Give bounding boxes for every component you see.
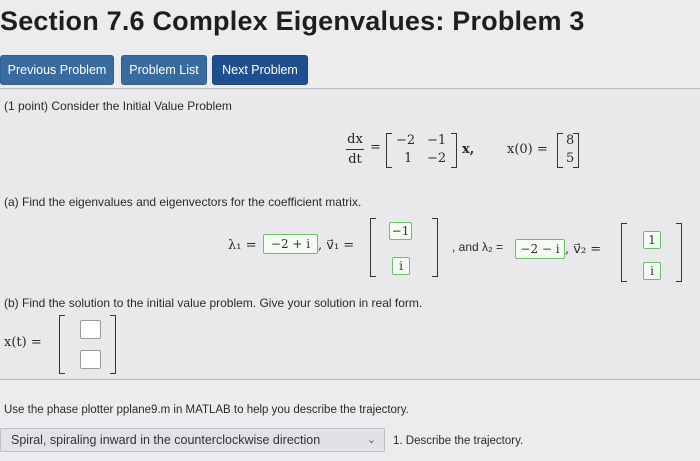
matrix-a22: −2 <box>427 151 447 166</box>
v1-input-2[interactable]: i <box>392 257 410 275</box>
v1-right-bracket <box>432 218 438 277</box>
trajectory-select[interactable] <box>0 428 385 452</box>
x0-value-2: 5 <box>566 151 575 166</box>
matrix-left-bracket <box>386 133 392 168</box>
dx-text: dx <box>347 132 363 147</box>
lambda2-input[interactable]: −2 − i <box>515 239 565 259</box>
lambda2-label: , and λ₂ = <box>452 240 504 254</box>
matrix-a12: −1 <box>427 133 447 148</box>
xt-input-2[interactable] <box>80 350 101 369</box>
xt-input-1[interactable] <box>80 320 101 339</box>
x0-left-bracket <box>557 133 563 168</box>
trajectory-question: 1. Describe the trajectory. <box>393 435 524 447</box>
x0-right-bracket <box>573 133 579 168</box>
x0-value-1: 8 <box>566 133 575 148</box>
equals-sign: = <box>370 140 381 155</box>
trajectory-instruction: Use the phase plotter pplane9.m in MATLAB to help you describe the trajectory. <box>4 404 409 416</box>
v2-label: , v⃗₂ = <box>565 242 602 257</box>
lambda1-input[interactable]: −2 + i <box>263 234 318 254</box>
problem-list-button[interactable]: Problem List <box>121 55 207 85</box>
chevron-down-icon: ⌄ <box>366 434 376 446</box>
v1-left-bracket <box>370 218 376 277</box>
lambda1-label: λ₁ = <box>228 238 257 253</box>
v2-input-1[interactable]: 1 <box>643 231 661 249</box>
part-a-prompt: (a) Find the eigenvalues and eigenvectors for the coefficient matrix. <box>4 195 362 209</box>
xt-left-bracket <box>59 315 65 374</box>
previous-problem-button[interactable]: Previous Problem <box>0 55 114 85</box>
v1-label: , v⃗₁ = <box>318 238 355 253</box>
initial-condition-label: x(0) = <box>507 142 548 157</box>
dt-text: dt <box>348 152 362 167</box>
part-b-prompt: (b) Find the solution to the initial value problem. Give your solution in real form. <box>4 296 423 310</box>
matrix-a11: −2 <box>396 133 416 148</box>
xt-right-bracket <box>110 315 116 374</box>
x-vector-label: x, <box>462 142 475 157</box>
matrix-a21: 1 <box>404 151 413 166</box>
v2-left-bracket <box>621 223 627 282</box>
problem-intro: (1 point) Consider the Initial Value Problem <box>4 99 232 113</box>
v1-input-1[interactable]: −1 <box>389 222 412 240</box>
v2-input-2[interactable]: i <box>643 262 661 280</box>
next-problem-button[interactable]: Next Problem <box>212 55 308 85</box>
trajectory-selected-value: Spiral, spiraling inward in the counterclockwise direction <box>11 433 321 447</box>
page-title: Section 7.6 Complex Eigenvalues: Problem 3 <box>0 6 585 36</box>
xt-label: x(t) = <box>4 335 42 350</box>
v2-right-bracket <box>676 223 682 282</box>
derivative-fraction <box>346 132 364 167</box>
matrix-right-bracket <box>451 133 457 168</box>
